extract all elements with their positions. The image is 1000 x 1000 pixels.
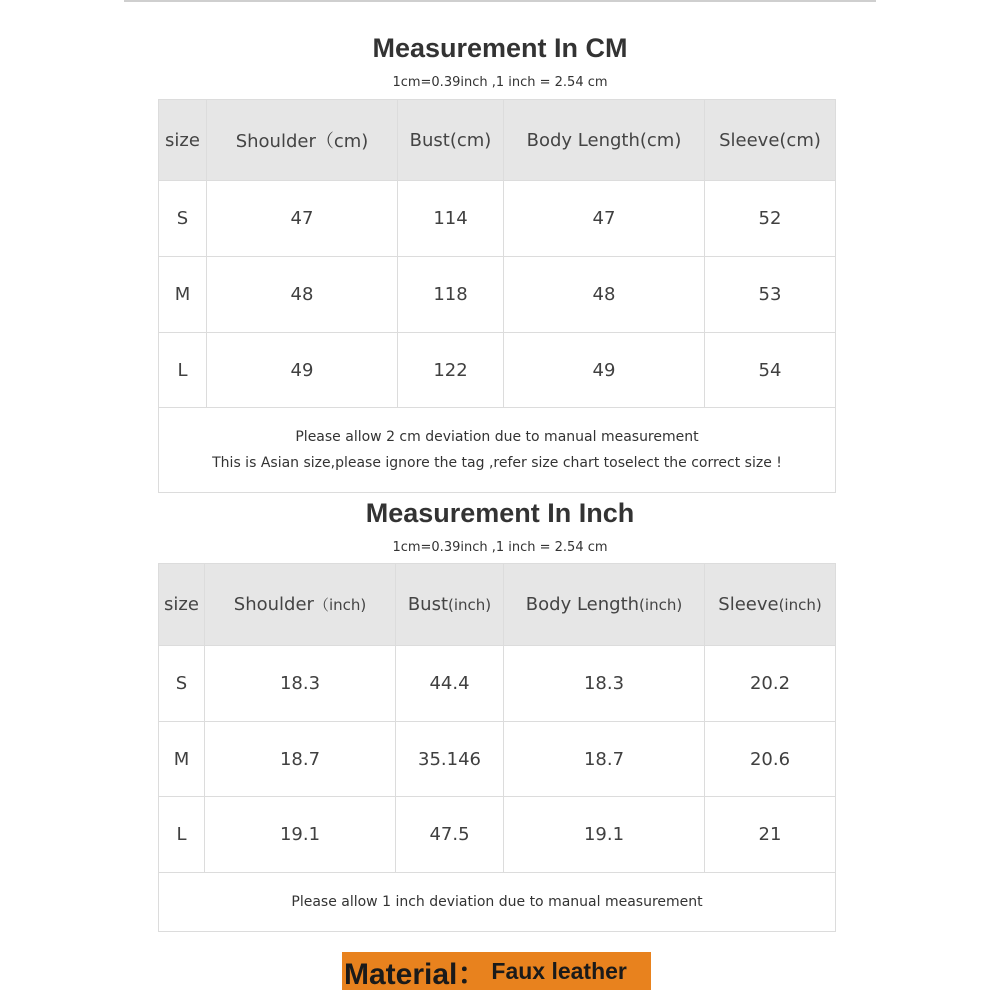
- cm-cell-shoulder: 47: [207, 181, 398, 257]
- inch-header-length: [504, 564, 705, 646]
- cm-note-cell: [159, 408, 836, 493]
- cm-size-table: [158, 99, 836, 493]
- inch-note-row: [159, 873, 836, 932]
- inch-cell-shoulder: 19.1: [205, 797, 396, 873]
- cm-cell-length: 48: [504, 257, 705, 333]
- inch-cell-sleeve: 20.6: [705, 722, 836, 797]
- inch-header-bust: [396, 564, 504, 646]
- inch-header-sleeve-label: Sleeve: [718, 594, 779, 615]
- cm-cell-bust: 122: [398, 333, 504, 408]
- material-value: Faux leather: [491, 957, 627, 984]
- inch-cell-length: 19.1: [504, 797, 705, 873]
- cm-header-shoulder: Shoulder（cm): [207, 100, 398, 181]
- cm-cell-sleeve: 54: [705, 333, 836, 408]
- inch-cell-sleeve: 20.2: [705, 646, 836, 722]
- inch-header-shoulder: [205, 564, 396, 646]
- cm-conversion-note: 1cm=0.39inch ,1 inch = 2.54 cm: [392, 75, 608, 90]
- cm-cell-sleeve: 52: [705, 181, 836, 257]
- inch-section-title: Measurement In Inch: [365, 498, 635, 528]
- inch-header-bust-label: Bust: [407, 594, 449, 615]
- inch-size-table: [158, 563, 836, 932]
- inch-header-length-label: Body Length: [525, 594, 640, 615]
- inch-header-sleeve: [705, 564, 836, 646]
- cm-cell-shoulder: 48: [207, 257, 398, 333]
- inch-header-shoulder-label: Shoulder: [233, 594, 314, 615]
- inch-cell-sleeve: 21: [705, 797, 836, 873]
- cm-cell-size: M: [159, 257, 207, 333]
- cm-cell-shoulder: 49: [207, 333, 398, 408]
- cm-header-length: Body Length(cm): [504, 100, 705, 181]
- cm-cell-bust: 118: [398, 257, 504, 333]
- inch-cell-bust: 47.5: [396, 797, 504, 873]
- cm-note-row: [159, 408, 836, 493]
- cm-cell-bust: 114: [398, 181, 504, 257]
- material-banner: [342, 952, 651, 990]
- inch-cell-shoulder: 18.3: [205, 646, 396, 722]
- cm-header-row: [159, 100, 836, 181]
- cm-cell-sleeve: 53: [705, 257, 836, 333]
- inch-cell-length: 18.7: [504, 722, 705, 797]
- cm-header-sleeve: Sleeve(cm): [705, 100, 836, 181]
- inch-deviation-note: Please allow 1 inch deviation due to manual measurement: [159, 873, 836, 932]
- material-label: Material：: [344, 958, 488, 991]
- table-row: [159, 333, 836, 408]
- cm-header-size: size: [159, 100, 207, 181]
- table-row: [159, 257, 836, 333]
- inch-cell-bust: 44.4: [396, 646, 504, 722]
- cm-cell-size: L: [159, 333, 207, 408]
- cm-cell-length: 47: [504, 181, 705, 257]
- top-divider: [124, 0, 876, 2]
- asian-size-note: This is Asian size,please ignore the tag ,refer size chart toselect the correct size !: [212, 455, 782, 471]
- inch-cell-size: L: [159, 797, 205, 873]
- inch-cell-size: M: [159, 722, 205, 797]
- table-row: [159, 646, 836, 722]
- inch-header-sleeve-unit: (inch): [778, 596, 822, 614]
- cm-header-bust: Bust(cm): [398, 100, 504, 181]
- inch-cell-length: 18.3: [504, 646, 705, 722]
- cm-cell-size: S: [159, 181, 207, 257]
- table-row: [159, 797, 836, 873]
- inch-cell-shoulder: 18.7: [205, 722, 396, 797]
- table-row: [159, 722, 836, 797]
- inch-header-size: size: [159, 564, 205, 646]
- inch-header-length-unit: (inch): [639, 596, 683, 614]
- inch-header-row: [159, 564, 836, 646]
- cm-deviation-note: Please allow 2 cm deviation due to manual measurement: [295, 429, 699, 445]
- table-row: [159, 181, 836, 257]
- cm-section-title: Measurement In CM: [372, 33, 628, 63]
- cm-cell-length: 49: [504, 333, 705, 408]
- inch-cell-size: S: [159, 646, 205, 722]
- inch-cell-bust: 35.146: [396, 722, 504, 797]
- inch-conversion-note: 1cm=0.39inch ,1 inch = 2.54 cm: [392, 540, 608, 555]
- inch-header-bust-unit: (inch): [448, 596, 492, 614]
- inch-header-shoulder-unit: （inch): [313, 596, 367, 614]
